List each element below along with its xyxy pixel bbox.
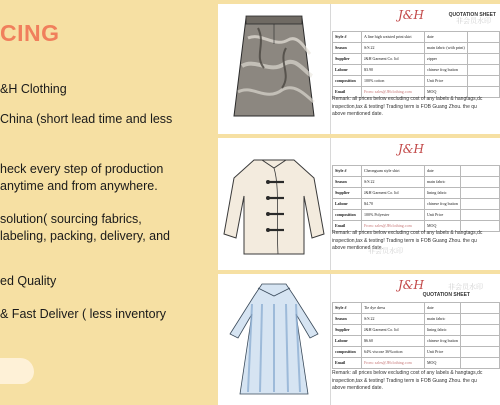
- field-label: Unit Price: [425, 347, 461, 358]
- field-value: [460, 199, 499, 210]
- field-value: J&H Garment Co. ltd: [362, 188, 425, 199]
- intro-line: anytime and from anywhere.: [0, 179, 158, 193]
- field-label: Style #: [333, 303, 362, 314]
- remark-text: [332, 230, 500, 253]
- table-row: [333, 325, 500, 336]
- field-value: [467, 54, 499, 65]
- dress-illustration: [218, 274, 331, 405]
- email-link[interactable]: From: sales@JHclothing.com: [362, 358, 425, 369]
- sheet-header: QUOTATION SHEET: [422, 292, 470, 298]
- field-label: MOQ: [425, 358, 461, 369]
- field-value: $3.90: [362, 65, 425, 76]
- field-label: date: [425, 166, 461, 177]
- field-value: [460, 210, 499, 221]
- email-link[interactable]: From: sales@JHclothing.com: [362, 87, 425, 98]
- field-label: chinese frog button: [425, 199, 461, 210]
- table-row: [333, 347, 500, 358]
- field-label: Labour: [333, 65, 362, 76]
- quotation-table: [332, 302, 500, 369]
- page-title: CING: [0, 20, 60, 46]
- table-row: [333, 43, 500, 54]
- quotation-sheet-1: [218, 4, 500, 134]
- quotation-sheet-2: [218, 138, 500, 270]
- field-label: chinese frog button: [425, 336, 461, 347]
- field-value: A line high waisted print skirt: [362, 32, 425, 43]
- remark-line: inspection,tax & testing! Trading term is FOB Guang Zhou. the qu: [332, 377, 477, 384]
- field-label: composition: [333, 210, 362, 221]
- quotation-table: [332, 165, 500, 232]
- field-value: [460, 166, 499, 177]
- table-row: [333, 199, 500, 210]
- quotation-table: [332, 31, 500, 98]
- field-value: 100% cotton: [362, 76, 425, 87]
- field-value: S/S 22: [362, 177, 425, 188]
- field-value: Cheongsam style shirt: [362, 166, 425, 177]
- field-value: [460, 358, 499, 369]
- field-value: 100% Polyester: [362, 210, 425, 221]
- intro-line: &H Clothing: [0, 82, 67, 96]
- intro-panel: [0, 0, 215, 405]
- field-label: Labour: [333, 199, 362, 210]
- field-label: composition: [333, 347, 362, 358]
- field-value: $4.70: [362, 199, 425, 210]
- jh-logo: J&H: [398, 142, 424, 156]
- field-label: Style #: [333, 166, 362, 177]
- field-value: [467, 65, 499, 76]
- field-label: Email: [333, 221, 362, 232]
- remark-line: inspection,tax & testing! Trading term is FOB Guang Zhou. the qu: [332, 103, 477, 110]
- intro-line: heck every step of production: [0, 162, 164, 176]
- email-link[interactable]: From: sales@JHclothing.com: [362, 221, 425, 232]
- table-row: [333, 210, 500, 221]
- field-value: [460, 188, 499, 199]
- field-label: Labour: [333, 336, 362, 347]
- sheet-header: QUOTATION SHEET: [448, 12, 496, 18]
- table-row: [333, 65, 500, 76]
- skirt-illustration: [218, 4, 331, 134]
- remark-line: above mentioned date.: [332, 385, 383, 391]
- field-label: date: [425, 32, 468, 43]
- field-label: Unit Price: [425, 76, 468, 87]
- field-label: MOQ: [425, 87, 468, 98]
- remark-line: above mentioned date.: [332, 111, 383, 117]
- intro-line: labeling, packing, delivery, and: [0, 229, 171, 243]
- field-value: [460, 314, 499, 325]
- field-value: [460, 303, 499, 314]
- field-value: J&H Garment Co. ltd: [362, 325, 425, 336]
- field-value: S/S 22: [362, 314, 425, 325]
- remark-line: inspection,tax & testing! Trading term is FOB Guang Zhou. the qu: [332, 237, 477, 244]
- remark-line: above mentioned date.: [332, 245, 383, 251]
- shirt-illustration: [218, 138, 331, 270]
- field-value: [467, 32, 499, 43]
- table-row: [333, 32, 500, 43]
- watermark: 非会员水印: [368, 248, 403, 255]
- remark-line: Remark: all prices below excluding cost of any labels & hangtags,dc: [332, 230, 483, 236]
- field-label: Unit Price: [425, 210, 461, 221]
- intro-line: & Fast Deliver ( less inventory: [0, 307, 167, 321]
- field-label: Supplier: [333, 325, 362, 336]
- field-value: [460, 325, 499, 336]
- field-label: lining fabric: [425, 325, 461, 336]
- field-label: main fabric: [425, 314, 461, 325]
- field-label: main fabric: [425, 177, 461, 188]
- intro-line: ed Quality: [0, 274, 57, 288]
- intro-line: solution( sourcing fabrics,: [0, 212, 142, 226]
- field-label: Season: [333, 177, 362, 188]
- table-row: [333, 336, 500, 347]
- table-row: [333, 177, 500, 188]
- remark-text: [332, 96, 500, 119]
- field-label: zipper: [425, 54, 468, 65]
- field-value: [467, 76, 499, 87]
- field-label: Style #: [333, 32, 362, 43]
- field-label: Supplier: [333, 54, 362, 65]
- table-row: [333, 358, 500, 369]
- jh-logo: J&H: [398, 278, 424, 292]
- watermark: 非会员水印: [448, 284, 483, 291]
- field-label: main fabric (with print): [425, 43, 468, 54]
- remark-text: [332, 370, 500, 393]
- field-value: J&H Garment Co. ltd: [362, 54, 425, 65]
- intro-line: China (short lead time and less: [0, 112, 173, 126]
- field-label: Season: [333, 314, 362, 325]
- field-label: Email: [333, 87, 362, 98]
- remark-line: Remark: all prices below excluding cost of any labels & hangtags,dc: [332, 370, 483, 376]
- field-value: [460, 347, 499, 358]
- field-label: lining fabric: [425, 188, 461, 199]
- field-value: [460, 177, 499, 188]
- table-row: [333, 54, 500, 65]
- field-value: Tie dye dress: [362, 303, 425, 314]
- table-row: [333, 188, 500, 199]
- field-value: S/S 22: [362, 43, 425, 54]
- field-label: Season: [333, 43, 362, 54]
- decorative-blob: [0, 358, 34, 384]
- table-row: [333, 166, 500, 177]
- quotation-sheet-3: [218, 274, 500, 405]
- field-label: composition: [333, 76, 362, 87]
- field-label: MOQ: [425, 221, 461, 232]
- table-row: [333, 76, 500, 87]
- field-value: [467, 43, 499, 54]
- remark-line: Remark: all prices below excluding cost of any labels & hangtags,dc: [332, 96, 483, 102]
- field-label: date: [425, 303, 461, 314]
- field-label: chinese frog button: [425, 65, 468, 76]
- jh-logo: J&H: [398, 8, 424, 22]
- table-row: [333, 303, 500, 314]
- table-row: [333, 314, 500, 325]
- field-value: 64% viscose 36%cotton: [362, 347, 425, 358]
- field-value: [460, 336, 499, 347]
- watermark: 非会员水印: [456, 18, 491, 25]
- field-value: $6.60: [362, 336, 425, 347]
- field-label: Supplier: [333, 188, 362, 199]
- field-label: Email: [333, 358, 362, 369]
